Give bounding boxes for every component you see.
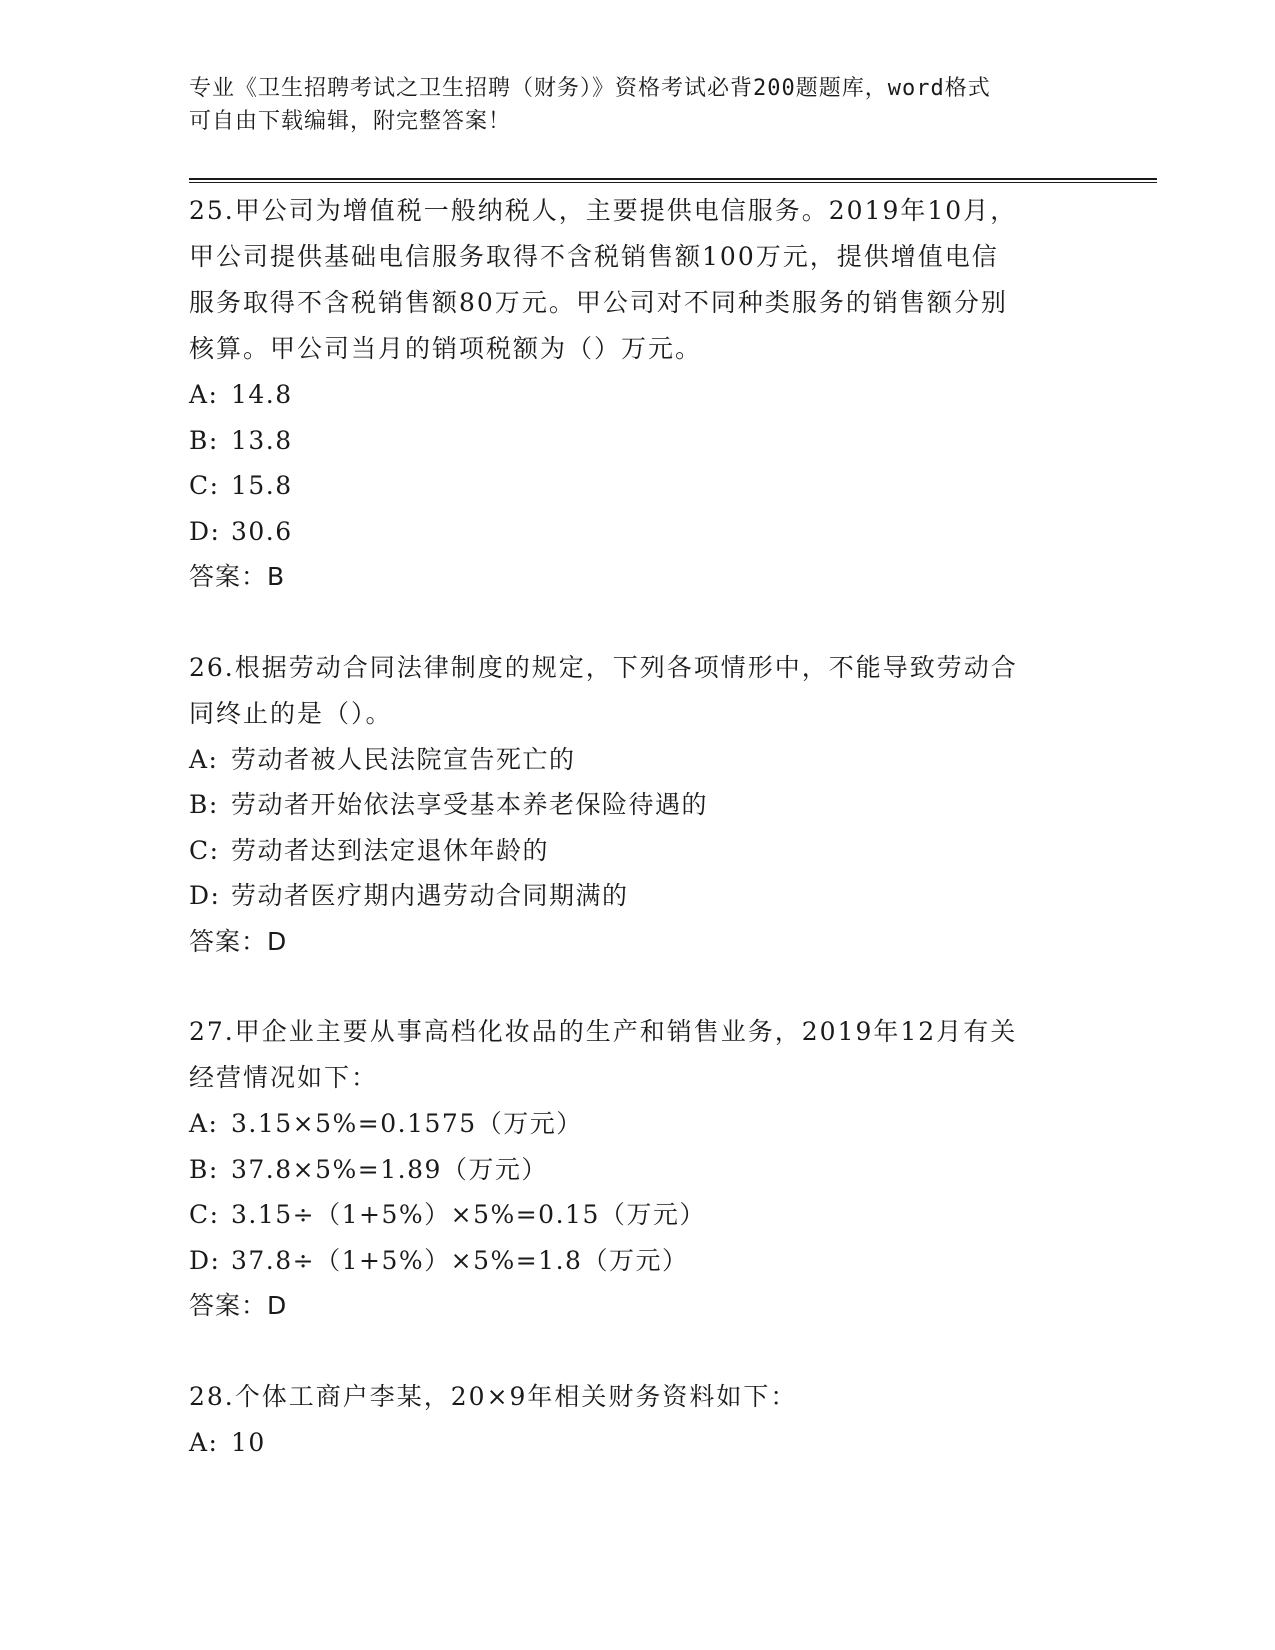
option-letter: A: (189, 744, 219, 774)
question-stem (189, 188, 1089, 372)
option-text: 劳动者被人民法院宣告死亡的 (231, 744, 576, 774)
option-letter: B: (189, 1154, 219, 1184)
stem-line: 27.甲企业主要从事高档化妆品的生产和销售业务，2019年12月有关 (189, 1017, 1018, 1046)
question-25 (189, 188, 1089, 600)
stem-line: 同终止的是（）。 (189, 698, 393, 728)
question-list (189, 188, 1089, 1465)
stem-line: 经营情况如下： (189, 1063, 379, 1092)
option-text: 14.8 (231, 380, 293, 409)
question-spacer (189, 964, 1089, 1009)
question-stem (189, 1009, 1089, 1101)
option-letter: C: (189, 835, 220, 865)
answer-line: 答案：D (189, 1291, 288, 1320)
question-28 (189, 1374, 1089, 1466)
option-c (189, 1192, 1089, 1238)
stem-line: 25.甲公司为增值税一般纳税人，主要提供电信服务。2019年10月， (189, 196, 1018, 225)
stem-line: 服务取得不含税销售额80万元。甲公司对不同种类服务的销售额分别 (189, 288, 1008, 317)
question-26 (189, 645, 1089, 965)
question-stem (189, 1374, 1089, 1420)
option-letter: A: (189, 1427, 219, 1457)
option-c (189, 828, 1089, 874)
option-d (189, 509, 1089, 555)
option-letter: B: (189, 790, 219, 819)
option-letter: B: (189, 425, 219, 455)
answer-line: 答案：B (189, 562, 286, 591)
option-text: 3.15÷（1+5%）×5%=0.15（万元） (231, 1200, 706, 1229)
option-d (189, 873, 1089, 919)
option-b (189, 782, 1089, 828)
stem-line: 26.根据劳动合同法律制度的规定，下列各项情形中，不能导致劳动合 (189, 652, 1018, 682)
question-spacer (189, 600, 1089, 645)
option-text: 13.8 (231, 425, 293, 455)
header-title-line-1: 专业《卫生招聘考试之卫生招聘（财务）》资格考试必背200题题库，word格式 (189, 76, 991, 101)
stem-line: 甲公司提供基础电信服务取得不含税销售额100万元，提供增值电信 (189, 242, 999, 271)
option-a (189, 372, 1089, 418)
header-divider (189, 178, 1157, 183)
answer-line: 答案：D (189, 926, 288, 956)
option-c (189, 463, 1089, 509)
option-text: 劳动者医疗期内遇劳动合同期满的 (231, 881, 629, 910)
option-a (189, 1420, 1089, 1466)
option-letter: D: (189, 881, 221, 910)
option-letter: D: (189, 516, 221, 546)
option-a (189, 737, 1089, 783)
option-text: 劳动者达到法定退休年龄的 (231, 835, 550, 865)
option-d (189, 1238, 1089, 1284)
option-letter: C: (189, 1200, 220, 1229)
option-text: 30.6 (231, 516, 293, 546)
question-27 (189, 1009, 1089, 1329)
stem-line: 核算。甲公司当月的销项税额为（）万元。 (189, 334, 703, 363)
option-text: 10 (231, 1427, 266, 1457)
stem-line: 28.个体工商户李某，20×9年相关财务资料如下： (189, 1381, 798, 1411)
header-title-line-2: 可自由下载编辑，附完整答案！ (189, 109, 512, 134)
option-text: 劳动者开始依法享受基本养老保险待遇的 (231, 790, 709, 819)
document-header (189, 72, 1069, 138)
option-text: 3.15×5%=0.1575（万元） (231, 1109, 583, 1138)
option-b (189, 1147, 1089, 1193)
question-spacer (189, 1329, 1089, 1374)
question-stem (189, 645, 1089, 737)
option-a (189, 1101, 1089, 1147)
option-text: 37.8×5%=1.89（万元） (231, 1154, 548, 1184)
option-letter: C: (189, 471, 220, 500)
option-letter: A: (189, 380, 219, 409)
option-letter: D: (189, 1245, 221, 1275)
option-text: 15.8 (231, 471, 293, 500)
option-text: 37.8÷（1+5%）×5%=1.8（万元） (231, 1245, 689, 1275)
option-letter: A: (189, 1109, 219, 1138)
option-b (189, 418, 1089, 464)
